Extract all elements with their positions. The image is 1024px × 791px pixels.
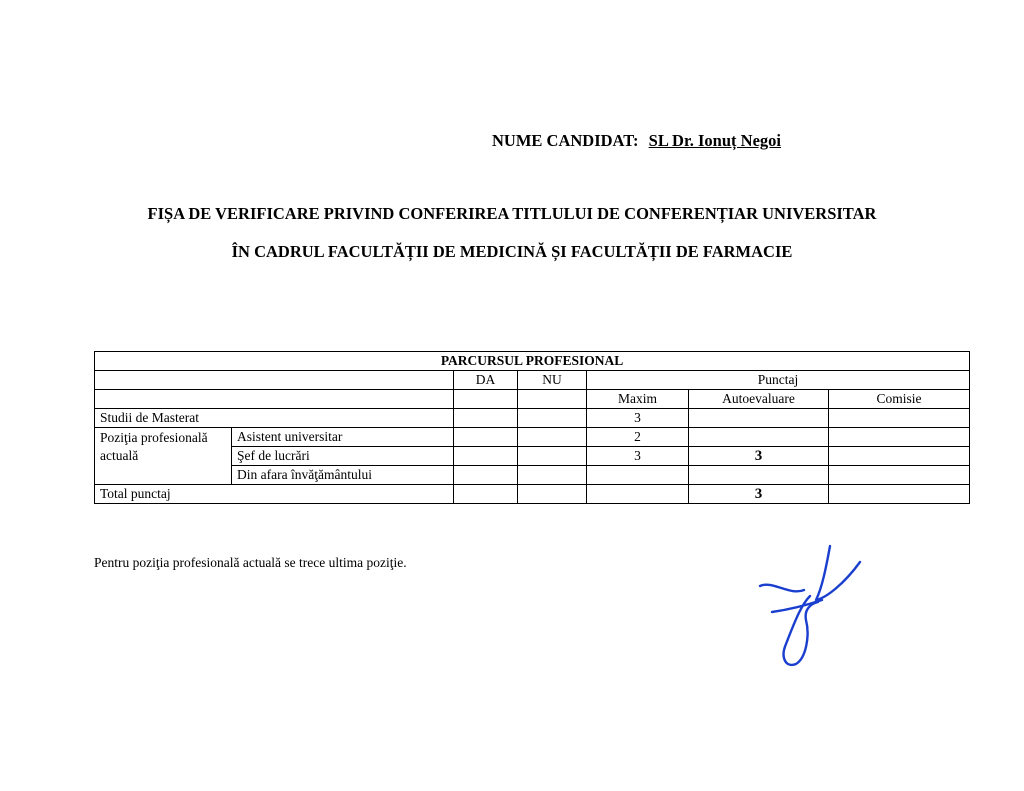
cell-autoevaluare: 3: [689, 447, 829, 466]
row-label-sef-lucrari: Şef de lucrări: [232, 447, 454, 466]
cell-maxim: 3: [587, 447, 689, 466]
header-da: DA: [454, 371, 518, 390]
table-row-asistent: [95, 428, 970, 447]
professional-path-table: [94, 351, 970, 504]
row-label-masterat: Studii de Masterat: [95, 409, 454, 428]
header-da-empty: [454, 390, 518, 409]
cell-maxim: [587, 485, 689, 504]
cell-maxim: 2: [587, 428, 689, 447]
cell-da: [454, 447, 518, 466]
row-label-din-afara: Din afara învăţământului: [232, 466, 454, 485]
header-empty-cell: [95, 390, 454, 409]
cell-da: [454, 428, 518, 447]
candidate-name: SL Dr. Ionuț Negoi: [648, 131, 781, 150]
cell-comisie: [829, 428, 970, 447]
cell-nu: [518, 485, 587, 504]
form-title-line-1: FIȘA DE VERIFICARE PRIVIND CONFERIREA TITLULUI DE CONFERENȚIAR UNIVERSITAR: [147, 204, 877, 223]
header-maxim: Maxim: [587, 390, 689, 409]
cell-da: [454, 485, 518, 504]
header-comisie: Comisie: [829, 390, 970, 409]
header-row-2: [95, 390, 970, 409]
cell-total-autoevaluare: 3: [689, 485, 829, 504]
cell-comisie: [829, 447, 970, 466]
cell-comisie: [829, 485, 970, 504]
cell-da: [454, 409, 518, 428]
cell-comisie: [829, 466, 970, 485]
cell-autoevaluare: [689, 466, 829, 485]
cell-nu: [518, 447, 587, 466]
header-empty-cell: [95, 371, 454, 390]
cell-da: [454, 466, 518, 485]
cell-nu: [518, 428, 587, 447]
cell-autoevaluare: [689, 428, 829, 447]
header-row-1: [95, 371, 970, 390]
candidate-label: NUME CANDIDAT:: [492, 131, 639, 150]
table-caption-row: [95, 352, 970, 371]
cell-maxim: [587, 466, 689, 485]
header-autoevaluare: Autoevaluare: [689, 390, 829, 409]
header-punctaj: Punctaj: [587, 371, 970, 390]
row-label-asistent: Asistent universitar: [232, 428, 454, 447]
cell-nu: [518, 466, 587, 485]
row-label-total: Total punctaj: [95, 485, 454, 504]
table-row-masterat: [95, 409, 970, 428]
table-caption: PARCURSUL PROFESIONAL: [95, 352, 970, 371]
footnote: Pentru poziţia profesională actuală se trece ultima poziţie.: [94, 555, 407, 570]
header-nu-empty: [518, 390, 587, 409]
cell-maxim: 3: [587, 409, 689, 428]
handwritten-signature: [752, 540, 872, 672]
row-group-label-pozitie: Poziţia profesională actuală: [95, 428, 232, 485]
cell-autoevaluare: [689, 409, 829, 428]
cell-comisie: [829, 409, 970, 428]
table-row-total: [95, 485, 970, 504]
candidate-line: [492, 131, 781, 151]
header-nu: NU: [518, 371, 587, 390]
cell-nu: [518, 409, 587, 428]
form-title-line-2: ÎN CADRUL FACULTĂȚII DE MEDICINĂ ȘI FACULTĂȚII DE FARMACIE: [231, 242, 793, 261]
